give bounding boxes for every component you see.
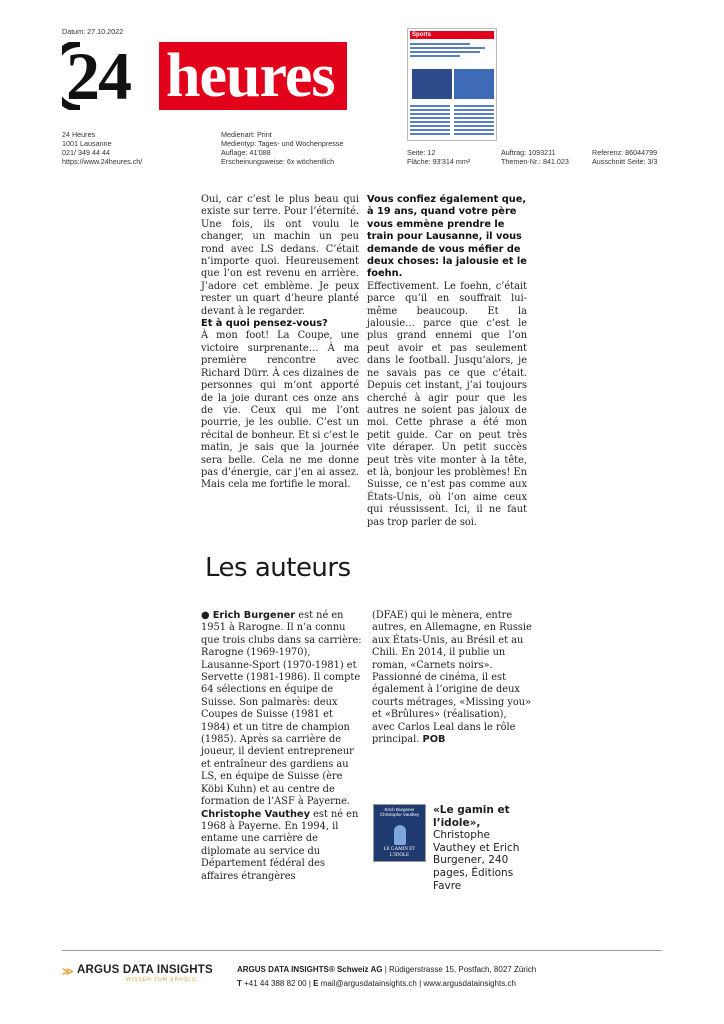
footer-contact (237, 978, 516, 989)
footer-phone: +41 44 388 82 00 | (241, 979, 314, 988)
footer-email-web: mail@argusdatainsights.ch | www.argusdatainsights.ch (318, 979, 516, 988)
logo-word: heures (166, 42, 335, 110)
footer-divider (62, 950, 662, 951)
reference-number: Referenz: 86044799 (592, 148, 658, 157)
author-name: Christophe Vauthey (201, 808, 310, 820)
publisher-city: 1001 Lausanne (62, 139, 112, 148)
author-name: Erich Burgener (212, 610, 296, 621)
logo-number: 24 (66, 42, 130, 110)
argus-logo (62, 964, 222, 988)
section-title: Les auteurs (205, 553, 351, 583)
author-signature: POB (422, 734, 446, 746)
author-bio: est né en 1951 à Rarogne. Il n’a connu que trois clubs dans sa carrière: Rarogne (1969-1970), Lausanne-Sport (1970-1981) et Servette (1981-1986). Il compte 64 sélections en équipe de Suisse. Son palmarès: deux Coupes de Suisse (1981 et 1984) et un titre de champion (1985). Après sa carrière de joueur, il devient entrepreneur et entraîneur des gardiens au LS, en équipe de Suisse (ère Köbi Kuhn) et au centre de formation de l’ASF à Payerne. (201, 610, 362, 808)
book-cover (373, 804, 426, 862)
order-number: Auftrag: 1093211 (501, 148, 556, 157)
media-info (221, 130, 343, 166)
article-column-1 (201, 194, 359, 492)
book-cover-title: LE GAMIN ET L’IDOLE (383, 847, 416, 858)
page-info (407, 148, 470, 166)
bullet-icon: ● (201, 610, 210, 621)
thumbnail-section-label: Sports (410, 31, 494, 39)
author-bio: (DFAE) qui le mènera, entre autres, en Allemagne, en Russie aux États-Unis, au Brésil et au Chili. En 2014, il publie un roman, «Carnets noirs». Passionné de cinéma, il est également à l’origine de deux courts métrages, «Missing you» et «Brûlures» (réalisation), avec Carlos Leal dans le rôle principal. (372, 610, 532, 746)
argus-logo-tagline: WISSEN ZUM ERFOLG (126, 977, 197, 983)
publisher-name: 24 Heures (62, 130, 96, 139)
authors-column-1 (201, 610, 363, 883)
media-category: Medientyp: Tages- und Wochenpresse (221, 139, 344, 148)
frequency: Erscheinungsweise: 6x wöchentlich (221, 157, 335, 166)
publisher-info (62, 130, 142, 166)
media-type: Medienart: Print (221, 130, 272, 139)
order-info (501, 148, 569, 166)
interview-question: Vous confiez également que, à 19 ans, quand votre père vous emmène prendre le train pour Lausanne, il vous demande de vous méfier de deux choses: la jalousie et le foehn. (367, 194, 527, 280)
circulation: Auflage: 41'088 (221, 148, 271, 157)
book-caption (433, 804, 533, 892)
author-bio: est né en 1968 à Payerne. En 1994, il entame une carrière de diplomate au service du Département fédéral des affaires étrangères (201, 808, 359, 882)
phone-label: T (237, 979, 242, 988)
newspaper-logo (62, 42, 347, 110)
clip-page: Ausschnitt Seite: 3/3 (592, 157, 658, 166)
publisher-url: https://www.24heures.ch/ (62, 157, 143, 166)
footer-street: | Rüdigerstrasse 15, Postfach, 8027 Zürich (382, 965, 537, 974)
article-paragraph: Oui, car c’est le plus beau qui existe sur terre. Pour l’éternité. Une fois, ils ont voulu le changer, un machin un peu rond avec LS dedans. C’était n’importe quoi. Heureusement que l’on est revenu en arrière. J’adore cet emblème. Je peux rester un quart d’heure planté devant à le regarder. (201, 194, 359, 317)
article-paragraph: Effectivement. Le foehn, c’était parce qu’il en souffrait lui-même beaucoup. Et la jalousie… parce que c’est le plus grand ennemi que l’on peut avoir et pas seulement dans le football. Jusqu’alors, je ne savais pas ce que c’était. Depuis cet instant, j’ai toujours cherché à agir pour que les autres ne soient pas jaloux de moi. Cette phrase a été mon petit guide. Car on peut très vite déraper. Un petit succès peut très vite monter à la tête, et là, bonjour les problèmes! En Suisse, ce n’est pas comme aux États-Unis, où l’on aime ceux qui réussissent. Ici, il ne faut pas trop parler de soi. (367, 280, 527, 528)
page-area: Fläche: 93'314 mm² (407, 157, 471, 166)
argus-chevron-icon: ≫ (62, 966, 74, 978)
footer-address (237, 964, 536, 975)
email-label: E (313, 979, 319, 988)
book-details: Christophe Vauthey et Erich Burgener, 240 pages, Éditions Favre (433, 829, 520, 892)
book-cover-authors: Erich Burgener Christophe Vauthey (379, 807, 420, 817)
page-thumbnail (407, 28, 497, 141)
topic-number: Themen-Nr.: 841.023 (501, 157, 569, 166)
page-number: Seite: 12 (407, 148, 436, 157)
footer-company: ARGUS DATA INSIGHTS® Schweiz AG (237, 965, 383, 974)
authors-column-2 (372, 610, 532, 746)
book-title: «Le gamin et l’idole», (433, 804, 510, 829)
article-paragraph: À mon foot! La Coupe, une victoire surprenante… À ma première rencontre avec Richard Dürr. À ces dizaines de personnes qui m’ont apporté de la joie durant ces onze ans de vie. Ceux qui me l’ont pourrie, je les oublie. C’est un récital de bonheur. Et si c’est le matin, je sais que la journée sera belle. Cela ne me donne pas d’énergie, car j’en ai assez. Mais cela me fortifie le moral. (201, 330, 359, 491)
interview-question: Et à quoi pensez-vous? (201, 318, 328, 330)
argus-logo-name: ARGUS DATA INSIGHTS (77, 964, 213, 976)
reference-info (592, 148, 658, 166)
article-column-2 (367, 194, 527, 529)
date-label: Datum: 27.10.2022 (62, 27, 124, 36)
publisher-phone: 021/ 349 44 44 (62, 148, 110, 157)
